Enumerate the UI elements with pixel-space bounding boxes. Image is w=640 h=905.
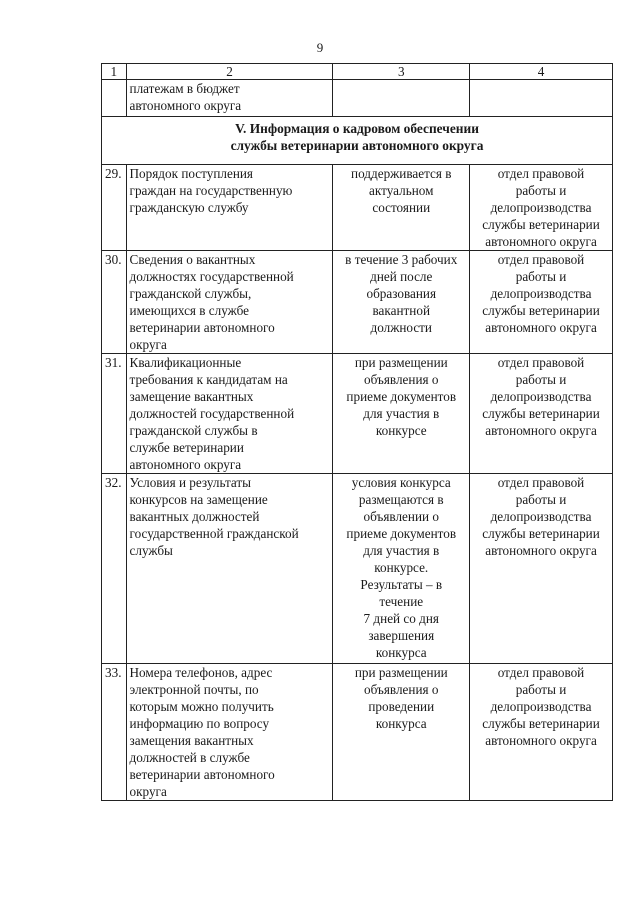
cell-text-line: делопроизводства — [490, 286, 592, 301]
cell-text-line: платежам в бюджет — [129, 81, 240, 96]
cell-text-line: работы и — [515, 372, 567, 387]
row-timing — [333, 354, 470, 474]
cell-text-line: работы и — [515, 269, 567, 284]
cell-text-line: округа — [129, 337, 167, 352]
cell-text-line: автономного округа — [485, 543, 597, 558]
cell-text-line: должности — [370, 320, 432, 335]
row-timing — [333, 165, 470, 251]
cell-text-line: автономного округа — [485, 320, 597, 335]
cell-text-line: службы ветеринарии — [482, 303, 600, 318]
column-number-4: 4 — [470, 64, 613, 80]
row-timing — [333, 664, 470, 801]
cell-text-line: службы ветеринарии — [482, 406, 600, 421]
row-timing — [333, 474, 470, 664]
cell-text-line: работы и — [515, 492, 567, 507]
row-number: 29. — [102, 165, 127, 251]
continuation-desc-cell — [126, 80, 333, 117]
cell-text-line: Сведения о вакантных — [129, 252, 256, 267]
column-number-2: 2 — [126, 64, 333, 80]
cell-text-line: службы ветеринарии — [482, 526, 600, 541]
cell-text-line: приеме документов — [346, 389, 457, 404]
cell-text-line: требования к кандидатам на — [129, 372, 288, 387]
table-row — [102, 354, 613, 474]
cell-text-line: Результаты – в — [360, 577, 443, 592]
cell-text-line: актуальном — [369, 183, 434, 198]
row-description — [126, 251, 333, 354]
cell-text-line: службы ветеринарии — [482, 217, 600, 232]
cell-text-line: службы ветеринарии автономного округа — [230, 138, 484, 153]
cell-text-line: при размещении — [354, 355, 448, 370]
cell-text-line: работы и — [515, 183, 567, 198]
info-table — [101, 63, 613, 801]
cell-text-line: отдел правовой — [497, 355, 585, 370]
cell-text-line: приеме документов — [346, 526, 457, 541]
cell-text-line: отдел правовой — [497, 166, 585, 181]
cell-text-line: объявления о — [364, 372, 439, 387]
row-description — [126, 165, 333, 251]
row-responsible — [470, 474, 613, 664]
table-row — [102, 251, 613, 354]
cell-text-line: автономного округа — [485, 234, 597, 249]
cell-text-line: отдел правовой — [497, 665, 585, 680]
cell-text-line: службе ветеринарии — [129, 440, 244, 455]
row-responsible — [470, 251, 613, 354]
cell-text-line: Номера телефонов, адрес — [129, 665, 273, 680]
cell-text-line: делопроизводства — [490, 699, 592, 714]
cell-text-line: отдел правовой — [497, 252, 585, 267]
cell-text-line: проведении — [368, 699, 435, 714]
cell-text-line: делопроизводства — [490, 389, 592, 404]
cell-text-line: делопроизводства — [490, 509, 592, 524]
continuation-num-cell — [102, 80, 127, 117]
row-number: 30. — [102, 251, 127, 354]
cell-text-line: гражданской службы в — [129, 423, 258, 438]
cell-text-line: должностей государственной — [129, 406, 295, 421]
row-description — [126, 664, 333, 801]
cell-text-line: для участия в — [363, 543, 440, 558]
cell-text-line: конкурсе — [375, 423, 427, 438]
cell-text-line: автономного округа — [129, 457, 242, 472]
cell-text-line: V. Информация о кадровом обеспечении — [235, 121, 479, 136]
cell-text-line: вакантных должностей — [129, 509, 260, 524]
cell-text-line: автономного округа — [129, 98, 242, 113]
row-description — [126, 354, 333, 474]
cell-text-line: в течение 3 рабочих — [345, 252, 458, 267]
cell-text-line: отдел правовой — [497, 475, 585, 490]
cell-text-line: объявления о — [364, 682, 439, 697]
cell-text-line: 7 дней со дня — [363, 611, 439, 626]
cell-text-line: должностях государственной — [129, 269, 294, 284]
cell-text-line: должностей в службе — [129, 750, 250, 765]
row-number: 33. — [102, 664, 127, 801]
cell-text-line: конкурса — [375, 645, 427, 660]
cell-text-line: автономного округа — [485, 733, 597, 748]
cell-text-line: имеющихся в службе — [129, 303, 249, 318]
row-responsible — [470, 354, 613, 474]
row-responsible — [470, 165, 613, 251]
row-number: 31. — [102, 354, 127, 474]
cell-text-line: при размещении — [354, 665, 448, 680]
cell-text-line: состоянии — [372, 200, 431, 215]
cell-text-line: информацию по вопросу — [129, 716, 270, 731]
column-number-1: 1 — [102, 64, 127, 80]
cell-text-line: условия конкурса — [351, 475, 451, 490]
cell-text-line: завершения — [368, 628, 435, 643]
cell-text-line: делопроизводства — [490, 200, 592, 215]
cell-text-line: объявлении о — [363, 509, 439, 524]
section-heading — [102, 117, 613, 165]
row-number: 32. — [102, 474, 127, 664]
cell-text-line: поддерживается в — [351, 166, 452, 181]
cell-text-line: размещаются в — [358, 492, 444, 507]
cell-text-line: замещения вакантных — [129, 733, 254, 748]
cell-text-line: для участия в — [363, 406, 440, 421]
cell-text-line: конкурсов на замещение — [129, 492, 268, 507]
cell-text-line: автономного округа — [485, 423, 597, 438]
cell-text-line: ветеринарии автономного — [129, 320, 275, 335]
cell-text-line: которым можно получить — [129, 699, 274, 714]
cell-text-line: службы — [129, 543, 173, 558]
cell-text-line: образования — [366, 286, 437, 301]
cell-text-line: конкурсе. — [374, 560, 429, 575]
cell-text-line: дней после — [370, 269, 433, 284]
table-row — [102, 664, 613, 801]
cell-text-line: гражданскую службу — [129, 200, 249, 215]
continuation-when-cell — [333, 80, 470, 117]
cell-text-line: конкурса — [375, 716, 427, 731]
column-number-row — [102, 64, 613, 80]
continuation-dept-cell — [470, 80, 613, 117]
page-number: 9 — [316, 40, 324, 55]
cell-text-line: Порядок поступления — [129, 166, 254, 181]
section-heading-row — [102, 117, 613, 165]
cell-text-line: службы ветеринарии — [482, 716, 600, 731]
cell-text-line: течение — [379, 594, 424, 609]
continuation-row — [102, 80, 613, 117]
cell-text-line: замещение вакантных — [129, 389, 254, 404]
cell-text-line: Условия и результаты — [129, 475, 252, 490]
cell-text-line: электронной почты, по — [129, 682, 259, 697]
row-responsible — [470, 664, 613, 801]
cell-text-line: округа — [129, 784, 167, 799]
cell-text-line: государственной гражданской — [129, 526, 299, 541]
cell-text-line: работы и — [515, 682, 567, 697]
cell-text-line: вакантной — [372, 303, 430, 318]
row-timing — [333, 251, 470, 354]
cell-text-line: граждан на государственную — [129, 183, 293, 198]
row-description — [126, 474, 333, 664]
column-number-3: 3 — [333, 64, 470, 80]
table-row — [102, 165, 613, 251]
cell-text-line: гражданской службы, — [129, 286, 252, 301]
cell-text-line: Квалификационные — [129, 355, 242, 370]
table-row — [102, 474, 613, 664]
cell-text-line: ветеринарии автономного — [129, 767, 275, 782]
